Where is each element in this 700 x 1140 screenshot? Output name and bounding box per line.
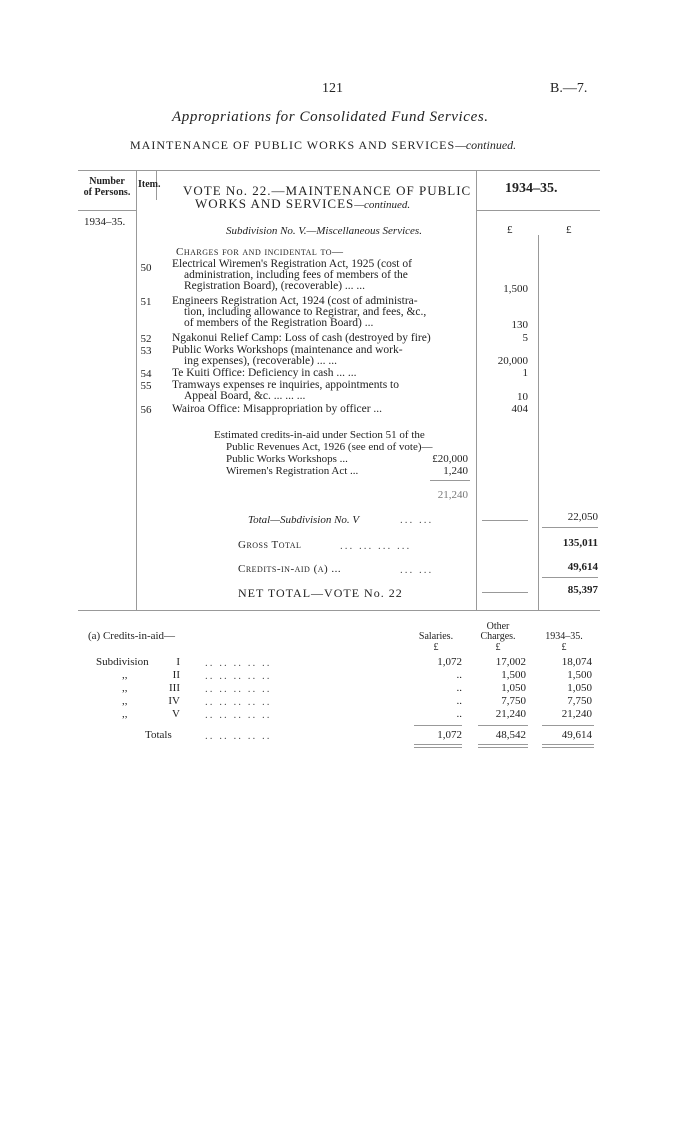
row-label: ,,: [122, 682, 128, 694]
item-description: Te Kuiti Office: Deficiency in cash ... ...: [172, 367, 357, 379]
credits-table-heading: (a) Credits-in-aid—: [88, 630, 176, 642]
item-number: 50: [140, 262, 152, 274]
row-label: ,,: [122, 708, 128, 720]
totals-rule: [414, 744, 462, 745]
persons-header-rule: [78, 210, 136, 211]
item-amount: 1: [522, 367, 528, 379]
item-amount: 1,500: [503, 283, 528, 295]
subtotal-rule: [430, 480, 470, 481]
credits-note-value: £20,000: [432, 453, 468, 465]
leader-dots: ... ...: [400, 564, 434, 576]
persons-year-label: 1934–35.: [84, 216, 126, 228]
column-header-persons: Number: [89, 176, 125, 187]
subdivision-heading: Subdivision No. V.—Miscellaneous Services.: [226, 225, 422, 237]
row-other-charges: 21,240: [495, 708, 526, 720]
total-rule: [542, 527, 598, 528]
item-description: Engineers Registration Act, 1924 (cost of administra- tion, including allowance to Registrar, and fees, &c., of members of the Registration Board) ...: [172, 295, 427, 329]
column-divider: [538, 235, 539, 610]
item-amount: 5: [522, 332, 528, 344]
subdivision-total-value: 22,050: [567, 511, 598, 523]
leader-dots: .. .. .. .. ..: [205, 730, 272, 742]
totals-salaries: 1,072: [437, 729, 462, 741]
item-description: Tramways expenses re inquiries, appointments to Appeal Board, &c. ... ... ...: [172, 379, 399, 402]
row-year-total: 21,240: [561, 708, 592, 720]
totals-rule: [542, 725, 594, 726]
page-subtitle: MAINTENANCE OF PUBLIC WORKS AND SERVICES—continued.: [130, 138, 517, 152]
pound-symbol: £: [566, 224, 572, 236]
row-year-total: 18,074: [561, 656, 592, 668]
leader-dots: ... ...: [400, 514, 434, 526]
leader-dots: .. .. .. .. ..: [205, 670, 272, 682]
row-subdivision: V: [172, 708, 180, 720]
charges-heading: Charges for and incidental to—: [176, 246, 344, 258]
row-year-total: 1,050: [567, 682, 592, 694]
item-description: Wairoa Office: Misappropriation by officer ...: [172, 403, 383, 415]
row-subdivision: III: [169, 682, 180, 694]
item-number: 52: [140, 333, 152, 345]
totals-year: 49,614: [561, 729, 592, 741]
row-subdivision: II: [172, 669, 180, 681]
totals-rule: [542, 747, 594, 748]
totals-rule: [414, 747, 462, 748]
gross-total-value: 135,011: [562, 537, 598, 549]
subdivision-total-label: Total—Subdivision No. V: [248, 514, 360, 526]
item-description: Electrical Wiremen's Registration Act, 1925 (cost of administration, including fees of members of the Registration Board), (recoverable) ... ...: [172, 258, 412, 292]
row-year-total: 1,500: [567, 669, 592, 681]
row-other-charges: 1,050: [501, 682, 526, 694]
row-year-total: 7,750: [567, 695, 592, 707]
row-other-charges: 1,500: [501, 669, 526, 681]
row-label: Subdivision: [96, 656, 149, 668]
row-other-charges: 7,750: [501, 695, 526, 707]
totals-rule: [414, 725, 462, 726]
row-label: ,,: [122, 669, 128, 681]
credits-note-total: 21,240: [437, 489, 468, 501]
row-salaries: 1,072: [437, 656, 462, 668]
total-rule: [482, 592, 528, 593]
totals-label: Totals: [145, 729, 172, 741]
credits-label: Credits-in-aid (a) ...: [238, 563, 342, 575]
pound-symbol: £: [495, 642, 501, 653]
row-other-charges: 17,002: [495, 656, 526, 668]
credits-column-header: Charges.: [480, 631, 516, 642]
credits-note: Estimated credits-in-aid under Section 51 of the: [214, 429, 425, 441]
leader-dots: .. .. .. .. ..: [205, 709, 272, 721]
pound-symbol: £: [507, 224, 513, 236]
credits-note-label: Public Works Workshops ...: [226, 453, 348, 465]
total-rule: [482, 520, 528, 521]
gross-total-label: Gross Total: [238, 539, 302, 551]
item-description: Public Works Workshops (maintenance and work- ing expenses), (recoverable) ... ...: [172, 344, 403, 367]
totals-rule: [478, 725, 528, 726]
totals-rule: [542, 744, 594, 745]
net-total-label: NET TOTAL—VOTE No. 22: [238, 586, 403, 600]
item-amount: 20,000: [497, 355, 528, 367]
row-salaries: ..: [456, 695, 462, 707]
document-reference: B.—7.: [550, 81, 588, 96]
credits-note: Public Revenues Act, 1926 (see end of vote)—: [226, 441, 433, 453]
leader-dots: ... ... ... ...: [340, 540, 412, 552]
page-title: Appropriations for Consolidated Fund Services.: [172, 109, 489, 125]
row-subdivision: I: [176, 656, 180, 668]
row-subdivision: IV: [168, 695, 180, 707]
item-amount: 130: [511, 319, 528, 331]
item-number: 56: [140, 404, 152, 416]
credits-note-value: 1,240: [443, 465, 468, 477]
item-amount: 10: [517, 391, 528, 403]
item-number: 51: [140, 296, 152, 308]
column-header-persons: of Persons.: [83, 187, 131, 198]
leader-dots: .. .. .. .. ..: [205, 683, 272, 695]
pound-symbol: £: [561, 642, 567, 653]
credits-note-label: Wiremen's Registration Act ...: [226, 465, 359, 477]
section-divider: [78, 610, 600, 611]
net-total-value: 85,397: [567, 584, 598, 596]
total-rule: [542, 577, 598, 578]
credits-column-header: Salaries.: [418, 631, 454, 642]
column-header-year: 1934–35.: [505, 181, 558, 196]
row-salaries: ..: [456, 682, 462, 694]
leader-dots: .. .. .. .. ..: [205, 696, 272, 708]
year-header-rule: [476, 210, 600, 211]
item-amount: 404: [511, 403, 528, 415]
vote-title: VOTE No. 22.—MAINTENANCE OF PUBLIC: [183, 183, 472, 198]
credits-column-header: Other: [486, 621, 510, 632]
page-number: 121: [322, 81, 343, 96]
vote-title: WORKS AND SERVICES—continued.: [195, 196, 411, 211]
totals-rule: [478, 747, 528, 748]
row-salaries: ..: [456, 669, 462, 681]
item-number: 55: [140, 380, 152, 392]
pound-symbol: £: [433, 642, 439, 653]
credits-value: 49,614: [567, 561, 598, 573]
item-number: 54: [140, 368, 152, 380]
item-number: 53: [140, 345, 152, 357]
totals-rule: [478, 744, 528, 745]
item-description: Ngakonui Relief Camp: Loss of cash (destroyed by fire): [172, 332, 431, 344]
row-salaries: ..: [456, 708, 462, 720]
column-divider: [476, 170, 477, 610]
column-header-item: Item.: [138, 179, 161, 190]
credits-column-header: 1934–35.: [545, 631, 583, 642]
leader-dots: .. .. .. .. ..: [205, 657, 272, 669]
row-label: ,,: [122, 695, 128, 707]
totals-other: 48,542: [495, 729, 526, 741]
